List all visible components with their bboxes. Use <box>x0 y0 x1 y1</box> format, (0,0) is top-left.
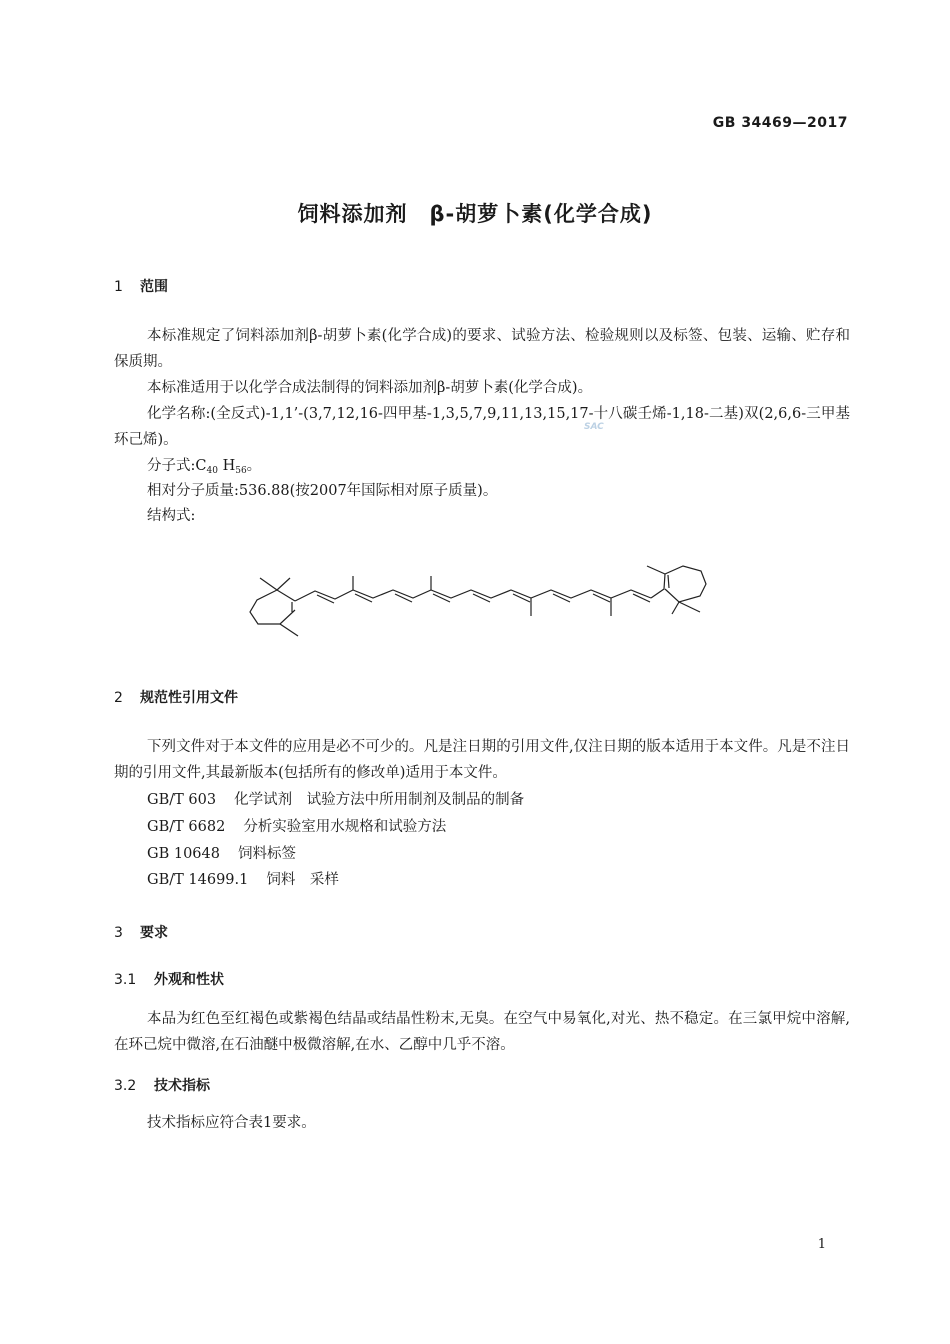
reference-title: 饲料 采样 <box>266 872 339 888</box>
scope-paragraph-1: 本标准规定了饲料添加剂β-胡萝卜素(化学合成)的要求、试验方法、检验规则以及标签、包装、运输、贮存和保质期。 <box>114 328 850 370</box>
structure-label: 结构式: <box>147 508 196 524</box>
right-methyl-b <box>679 602 700 612</box>
reference-code: GB/T 14699.1 <box>147 872 249 888</box>
formula-hydrogen: H <box>222 458 236 474</box>
chain-double-bond-7 <box>553 594 570 602</box>
chain-double-bond-6 <box>513 594 530 602</box>
subsection-number: 3.1 <box>114 972 137 988</box>
formula-label: 分子式: <box>147 458 196 474</box>
section-number: 2 <box>114 690 123 706</box>
reference-title: 化学试剂 试验方法中所用制剂及制品的制备 <box>234 792 525 808</box>
reference-code: GB 10648 <box>147 846 220 862</box>
molecular-mass: 相对分子质量:536.88(按2007年国际相对原子质量)。 <box>147 483 498 499</box>
left-ring <box>250 590 295 624</box>
left-methyl-b <box>277 578 290 590</box>
normative-paragraph: 下列文件对于本文件的应用是必不可少的。凡是注日期的引用文件,仅注日期的版本适用于本文件。凡是不注日期的引用文件,其最新版本(包括所有的修改单)适用于本文件。 <box>114 739 850 781</box>
page-number: 1 <box>817 1237 826 1252</box>
section-title: 范围 <box>140 279 168 295</box>
polyene-chain <box>295 590 651 601</box>
subsection-number: 3.2 <box>114 1078 137 1094</box>
reference-item <box>147 814 446 840</box>
section-number: 3 <box>114 925 123 941</box>
section-3-heading <box>114 922 168 942</box>
scope-paragraph-2: 本标准适用于以化学合成法制得的饲料添加剂β-胡萝卜素(化学合成)。 <box>147 380 593 396</box>
appearance-paragraph: 本品为红色至红褐色或紫褐色结晶或结晶性粉末,无臭。在空气中易氧化,对光、热不稳定。在三氯甲烷中溶解,在环己烷中微溶,在石油醚中极微溶解,在水、乙醇中几乎不溶。 <box>114 1011 850 1053</box>
section-1-heading <box>114 276 168 296</box>
chain-double-bond-3 <box>395 594 412 602</box>
formula-carbon-count: 40 <box>206 466 218 476</box>
reference-item <box>147 867 339 893</box>
left-methyl-c <box>280 624 298 636</box>
reference-title: 饲料标签 <box>237 846 296 862</box>
formula-hydrogen-count: 56 <box>235 466 247 476</box>
section-2-heading <box>114 687 238 707</box>
reference-code: GB/T 6682 <box>147 819 226 835</box>
chain-double-bond-9 <box>633 594 650 602</box>
right-methyl-a <box>647 566 665 574</box>
reference-code: GB/T 603 <box>147 792 217 808</box>
standard-number: GB 34469—2017 <box>712 115 848 131</box>
formula-carbon: C <box>195 458 207 474</box>
chain-double-bond-1 <box>317 595 334 603</box>
right-methyl-c <box>672 602 679 614</box>
sac-watermark: SAC <box>584 422 604 432</box>
right-ring-double-bond <box>668 575 669 588</box>
chain-double-bond-5 <box>473 594 490 602</box>
section-title: 要求 <box>140 925 168 941</box>
section-number: 1 <box>114 279 123 295</box>
subsection-3-2-heading <box>114 1075 210 1095</box>
reference-title: 分析实验室用水规格和试验方法 <box>243 819 447 835</box>
subsection-title: 外观和性状 <box>154 972 224 988</box>
chain-double-bond-4 <box>433 594 450 602</box>
reference-item <box>147 787 524 813</box>
chain-double-bond-2 <box>355 594 372 602</box>
beta-carotene-structure <box>240 560 720 640</box>
subsection-title: 技术指标 <box>154 1078 210 1094</box>
formula-end: 。 <box>246 458 262 474</box>
technical-index-paragraph: 技术指标应符合表1要求。 <box>147 1115 316 1131</box>
chemical-name: 化学名称:(全反式)-1,1’-(3,7,12,16-四甲基-1,3,5,7,9,11,13,15,17-十八碳壬烯-1,18-二基)双(2,6,6-三甲基环己烯)。 <box>114 406 850 448</box>
subsection-3-1-heading <box>114 969 224 989</box>
left-methyl-a <box>260 578 277 590</box>
document-title: 饲料添加剂 β-胡萝卜素(化学合成) <box>297 202 653 226</box>
reference-item <box>147 841 296 867</box>
chain-double-bond-8 <box>593 594 610 602</box>
section-title: 规范性引用文件 <box>140 690 238 706</box>
